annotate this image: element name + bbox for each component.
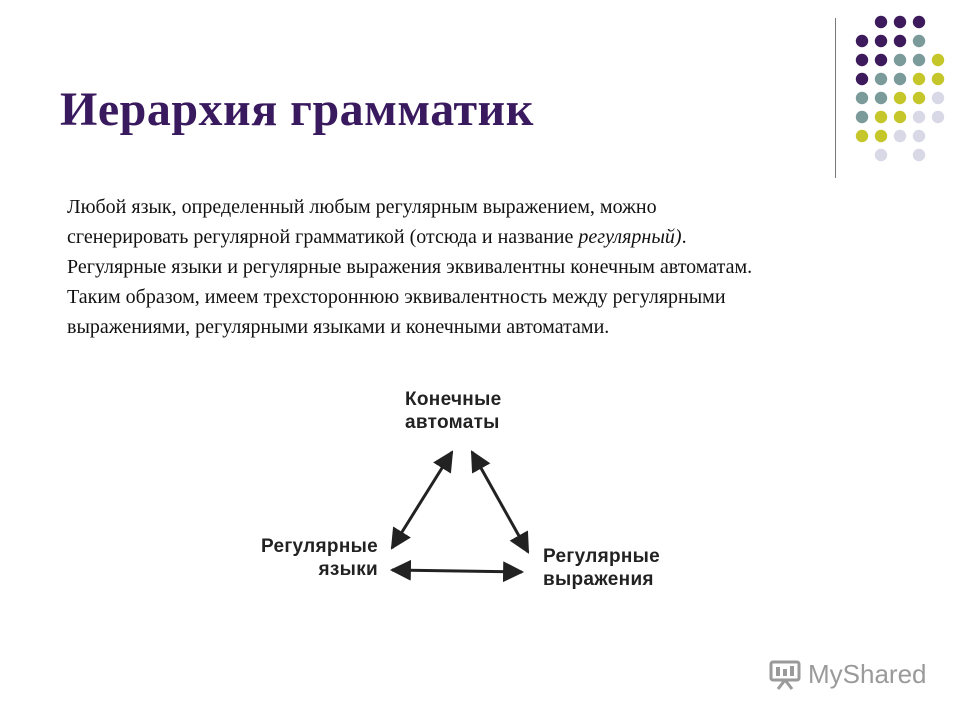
decorative-dot [875,16,887,28]
paragraph-line-2 [67,222,927,252]
node-finite-automata-line-1: Конечные [405,389,502,410]
decorative-dot [856,35,868,47]
decorative-dot [875,73,887,85]
paragraph-line-2-end: . [681,226,687,248]
node-finite-automata-line-2: автоматы [405,412,500,433]
title-divider-line [835,18,836,178]
decorative-dot [894,73,906,85]
node-regular-expressions-line-1: Регулярные [543,546,661,567]
decorative-dot [894,16,906,28]
slide-title: Иерархия грамматик [60,83,534,136]
decorative-dot [932,73,944,85]
paragraph-line-4: Таким образом, имеем трехстороннюю эквивалентность между регулярными [67,286,726,308]
node-finite-automata [405,388,501,434]
node-regular-expressions-line-2: выражения [543,569,654,590]
decorative-dot [913,54,925,66]
decorative-dot [913,130,925,142]
decorative-dot [856,54,868,66]
arrow-automata-languages [392,452,452,548]
decorative-dot [932,111,944,123]
decorative-dot [875,130,887,142]
decorative-dot [913,73,925,85]
decorative-dot [932,92,944,104]
decorative-dot [894,130,906,142]
presentation-board-icon [768,658,802,690]
myshared-watermark[interactable] [768,656,927,692]
arrow-languages-expressions [392,570,522,572]
decorative-dot [875,92,887,104]
decorative-dot [875,111,887,123]
arrow-automata-expressions [472,452,528,552]
node-regular-languages-line-1: Регулярные [260,536,378,557]
decorative-dot [913,111,925,123]
decorative-dot [932,54,944,66]
decorative-dot [913,149,925,161]
myshared-logo-text: MyShared [808,658,927,689]
node-regular-languages-line-2: языки [318,559,378,580]
decorative-dot [894,35,906,47]
decorative-dot [894,92,906,104]
paragraph-line-5: выражениями, регулярными языками и конечными автоматами. [67,316,610,338]
decorative-dot [875,149,887,161]
slide-paragraph [67,192,927,342]
node-regular-expressions [543,545,660,591]
paragraph-line-1: Любой язык, определенный любым регулярным выражением, можно [67,196,657,218]
decorative-dot [856,130,868,142]
decorative-dot [894,54,906,66]
decorative-dot [856,73,868,85]
decorative-dot [913,16,925,28]
paragraph-line-3: Регулярные языки и регулярные выражения эквивалентны конечным автоматам. [67,256,753,278]
decorative-dot [875,35,887,47]
decorative-dot [856,92,868,104]
decorative-dot [913,35,925,47]
decorative-dot [856,111,868,123]
paragraph-line-2-italic: регулярный) [578,226,682,248]
decorative-dot [913,92,925,104]
decorative-dot [894,111,906,123]
paragraph-line-2-text: сгенерировать регулярной грамматикой (отсюда и название [67,226,579,248]
node-regular-languages [238,535,378,581]
decorative-dot [875,54,887,66]
